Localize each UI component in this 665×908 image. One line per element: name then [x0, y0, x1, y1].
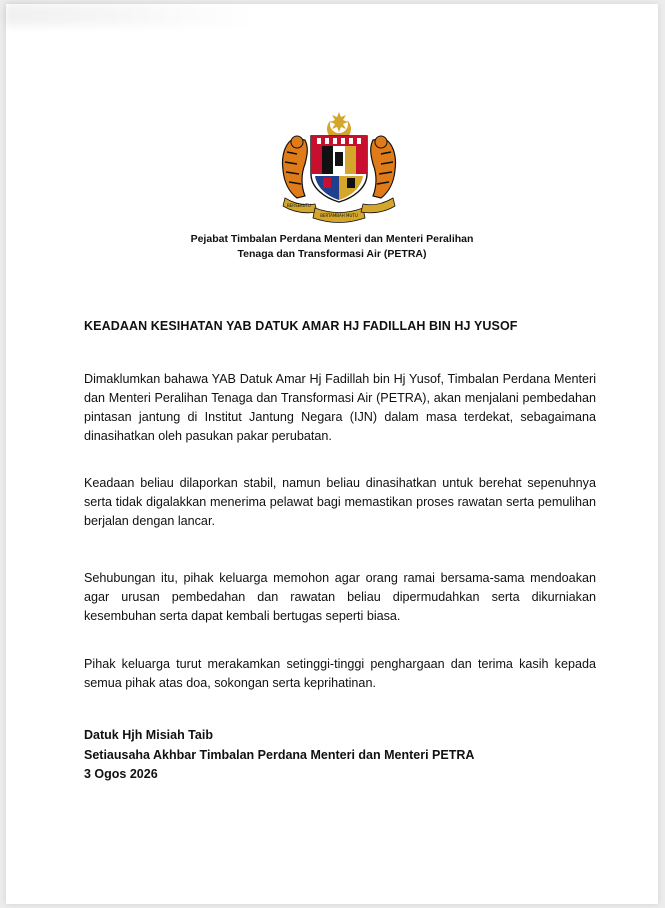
emblem-motto-right: BERTAMBAH MUTU — [320, 213, 358, 218]
document-title: KEADAAN KESIHATAN YAB DATUK AMAR HJ FADILLAH BIN HJ YUSOF — [84, 319, 518, 333]
paragraph-2: Keadaan beliau dilaporkan stabil, namun beliau dinasihatkan untuk berehat sepenuhnya serta tidak digalakkan menerima pelawat bagi memastikan proses rawatan serta pemulihan berjalan dengan lancar. — [84, 476, 596, 528]
office-header — [6, 232, 658, 262]
office-line-1: Pejabat Timbalan Perdana Menteri dan Menteri Peralihan — [190, 233, 474, 245]
document-date: 3 Ogos 2026 — [84, 767, 158, 781]
malaysia-coat-of-arms-icon — [275, 112, 403, 224]
signatory-name: Datuk Hjh Misiah Taib — [84, 728, 213, 742]
emblem-motto-left: BERSEKUTU — [287, 203, 311, 208]
signatory-position: Setiausaha Akhbar Timbalan Perdana Menteri dan Menteri PETRA — [84, 747, 475, 762]
paragraph-1: Dimaklumkan bahawa YAB Datuk Amar Hj Fadillah bin Hj Yusof, Timbalan Perdana Menteri dan Menteri Peralihan Tenaga dan Transformasi Air (PETRA), akan menjalani pembedahan pintasan jantung di Institut Jantung Negara (IJN) dalam masa terdekat, sebagaimana dinasihatkan oleh pasukan pakar perubatan. — [84, 372, 596, 443]
paragraph-3: Sehubungan itu, pihak keluarga memohon agar orang ramai bersama-sama mendoakan agar urusan pembedahan dan rawatan beliau dipermudahkan serta dikurniakan kesembuhan serta dapat kembali bertugas seperti biasa. — [84, 571, 596, 623]
document-page — [6, 4, 658, 904]
signature-block — [84, 726, 624, 785]
office-line-2: Tenaga dan Transformasi Air (PETRA) — [237, 248, 427, 260]
paragraph-4: Pihak keluarga turut merakamkan setinggi-tinggi penghargaan dan terima kasih kepada semua pihak atas doa, sokongan serta keprihatinan. — [84, 657, 596, 690]
scan-smudge — [6, 4, 256, 26]
